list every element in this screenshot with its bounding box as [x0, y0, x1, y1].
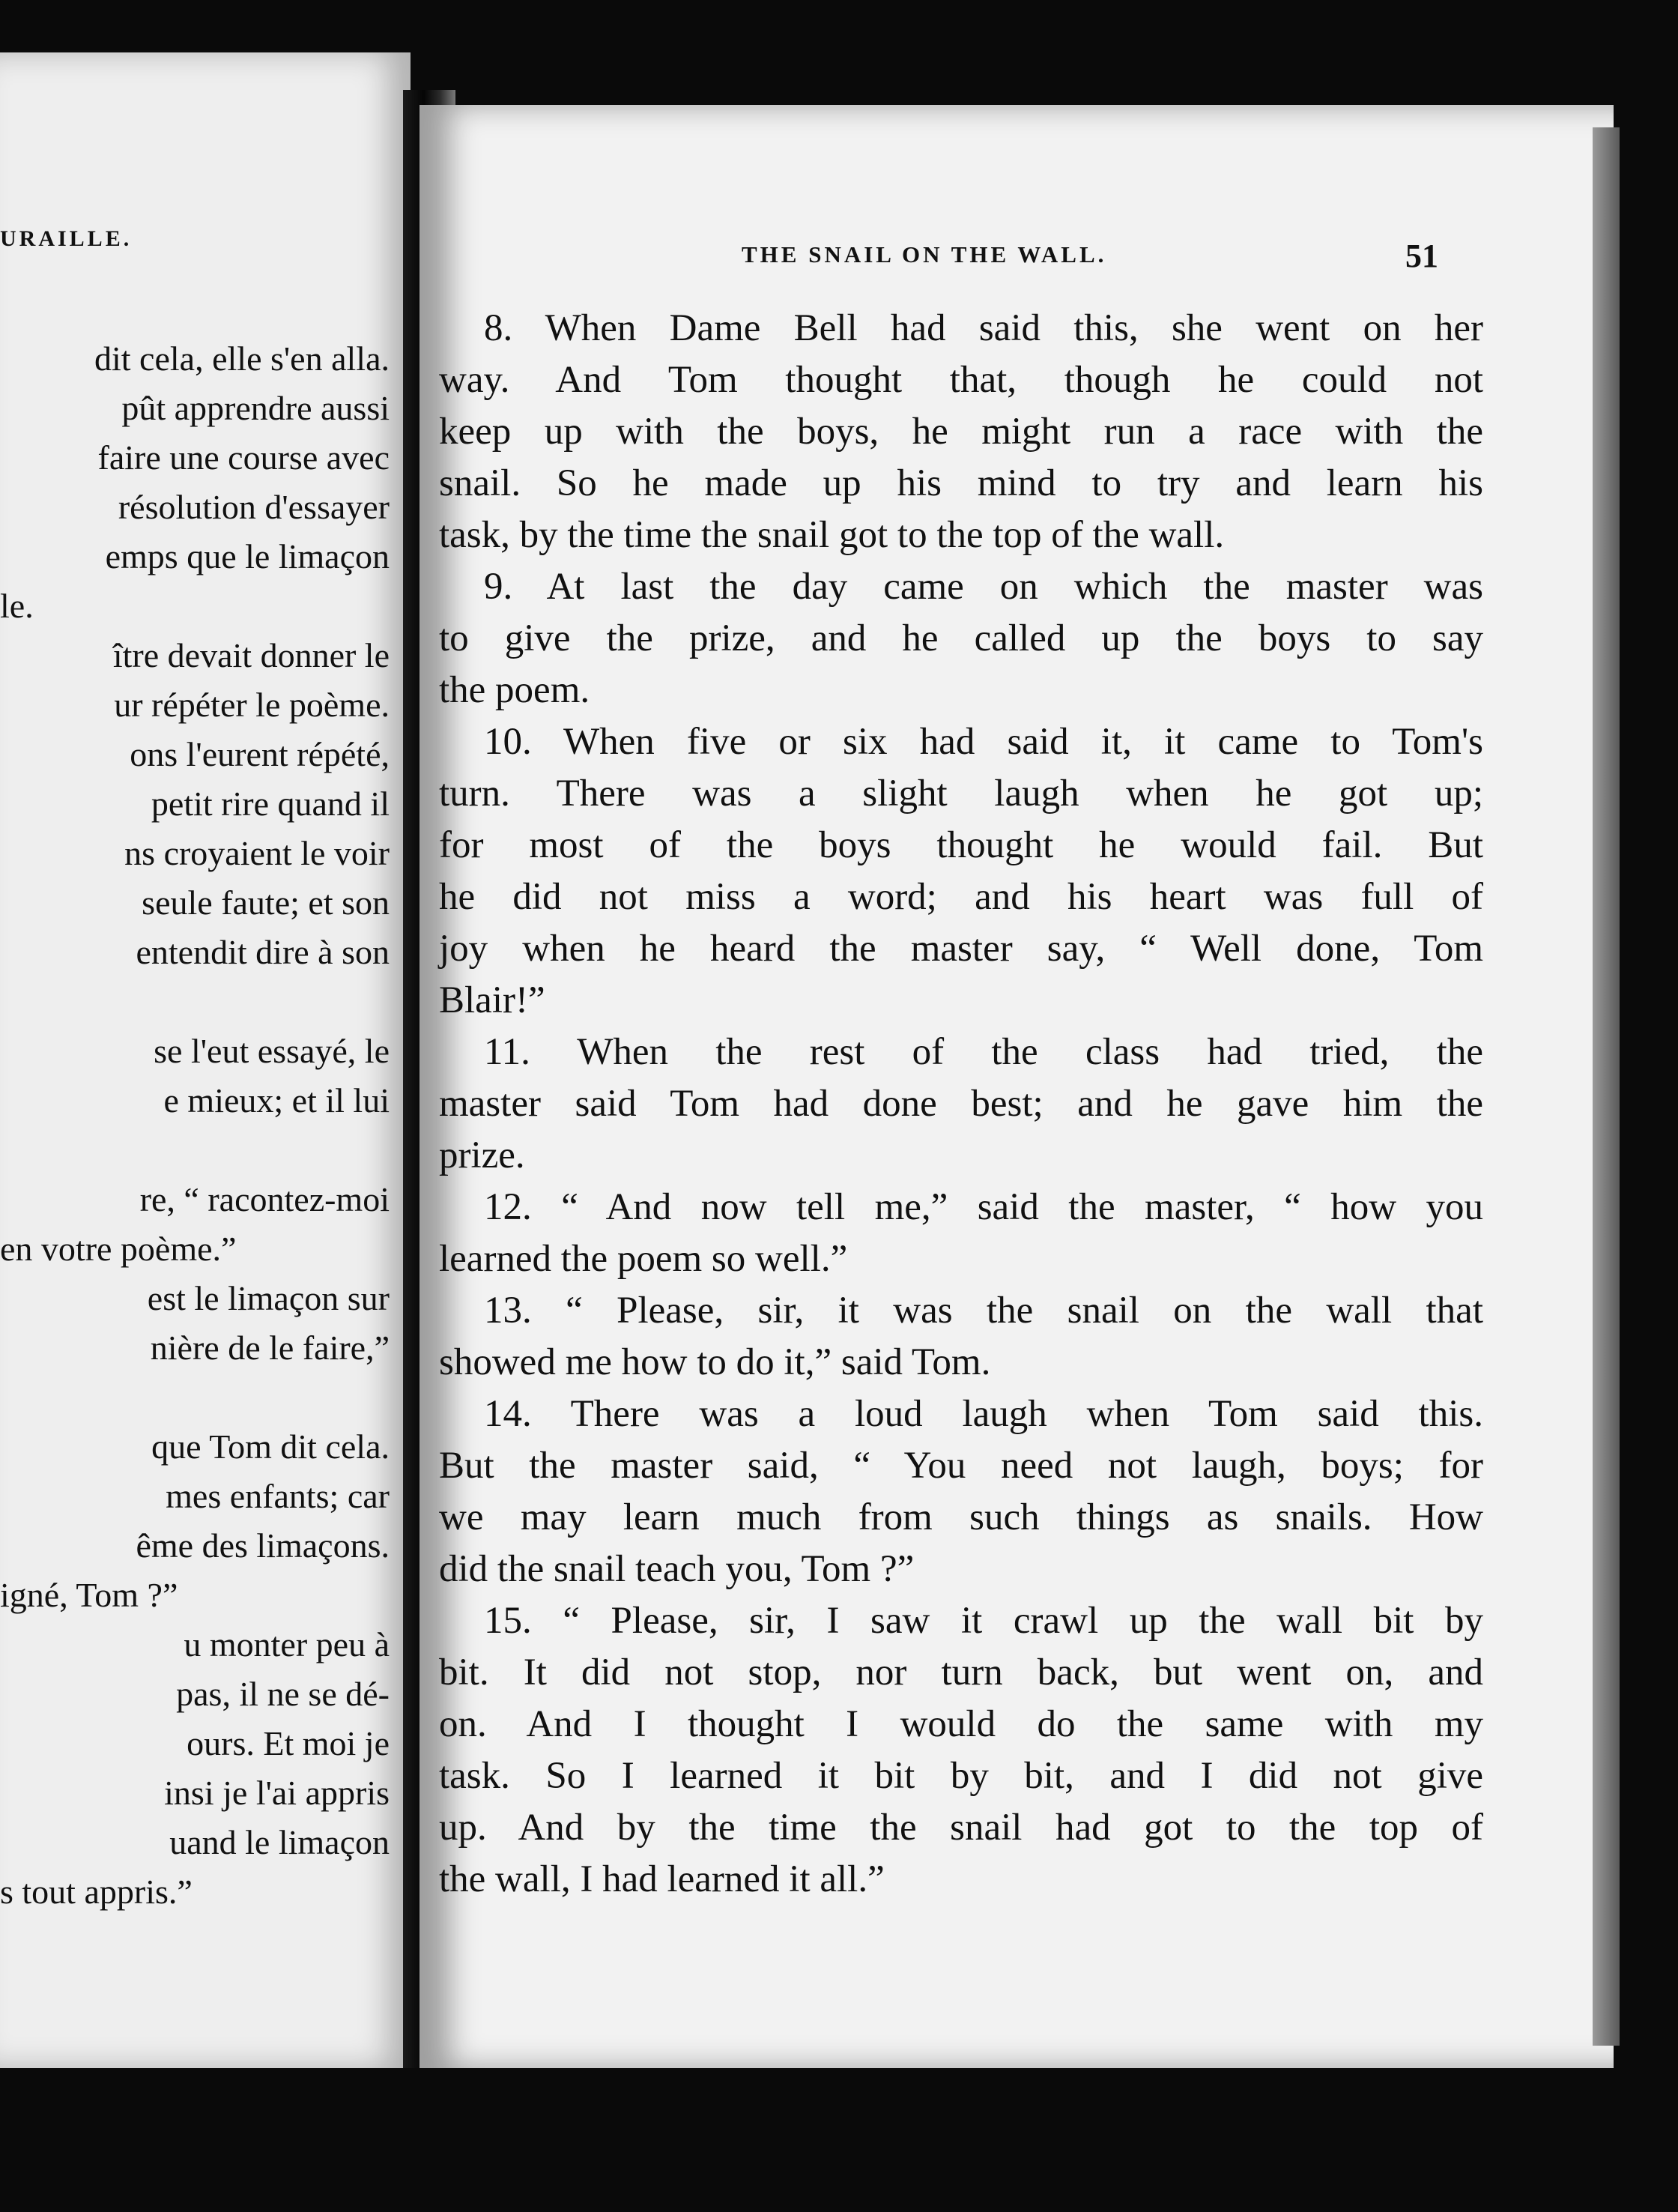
- left-text-line: ur répéter le poème.: [114, 686, 390, 724]
- left-text-line: ons l'eurent répété,: [130, 735, 390, 773]
- text-line: bit. It did not stop, nor turn back, but went on, and: [439, 1652, 1483, 1693]
- text-line: on. And I thought I would do the same with my: [439, 1703, 1483, 1745]
- text-line: did the snail teach you, Tom ?”: [439, 1548, 915, 1590]
- text-line: showed me how to do it,” said Tom.: [439, 1341, 991, 1383]
- text-line: to give the prize, and he called up the boys to say: [439, 617, 1483, 659]
- left-text-line: dit cela, elle s'en alla.: [94, 339, 390, 378]
- text-line: turn. There was a slight laugh when he got up;: [439, 773, 1483, 815]
- left-text-line: entendit dire à son: [136, 933, 390, 971]
- text-line: learned the poem so well.”: [439, 1238, 848, 1280]
- left-text-line: nière de le faire,”: [150, 1329, 390, 1367]
- text-line: task, by the time the snail got to the top of the wall.: [439, 514, 1225, 556]
- text-line: we may learn much from such things as snails. How: [439, 1496, 1483, 1538]
- text-line: But the master said, “ You need not laugh, boys; for: [439, 1445, 1483, 1487]
- left-text-line: est le limaçon sur: [147, 1279, 390, 1317]
- text-line: 9. At last the day came on which the master was: [484, 566, 1483, 608]
- left-text-line: [0, 979, 411, 1028]
- left-text-line: seule faute; et son: [142, 883, 390, 922]
- text-line: task. So I learned it bit by bit, and I did not give: [439, 1755, 1483, 1797]
- left-text-line: [0, 1374, 411, 1424]
- text-line: 8. When Dame Bell had said this, she went on her: [484, 307, 1483, 349]
- left-text-line: le.: [0, 587, 34, 625]
- left-text-line: pas, il ne se dé-: [176, 1675, 390, 1713]
- text-line: way. And Tom thought that, though he could not: [439, 359, 1483, 401]
- left-text-line: u monter peu à: [184, 1625, 390, 1663]
- left-running-head: URAILLE.: [0, 226, 133, 251]
- left-text-line: s tout appris.”: [0, 1873, 193, 1911]
- text-line: keep up with the boys, he might run a race with the: [439, 411, 1483, 453]
- page-edge: [1593, 127, 1620, 2046]
- left-page: [0, 52, 411, 2068]
- left-text-line: re, “ racontez-moi: [139, 1180, 390, 1218]
- text-line: 10. When five or six had said it, it came to Tom's: [484, 721, 1483, 763]
- text-line: for most of the boys thought he would fail. But: [439, 824, 1483, 866]
- text-line: master said Tom had done best; and he gave him the: [439, 1083, 1483, 1125]
- page-number: 51: [1405, 238, 1438, 274]
- text-line: 12. “ And now tell me,” said the master, “ how you: [484, 1186, 1483, 1228]
- left-text-line: ns croyaient le voir: [124, 834, 390, 872]
- text-line: 11. When the rest of the class had tried, the: [484, 1031, 1483, 1073]
- body-text: [420, 303, 1483, 1906]
- left-text-line: [0, 1127, 411, 1176]
- left-text-line: mes enfants; car: [166, 1477, 390, 1515]
- text-line: the wall, I had learned it all.”: [439, 1858, 885, 1900]
- text-line: 15. “ Please, sir, I saw it crawl up the wall bit by: [484, 1600, 1483, 1642]
- left-text-line: pût apprendre aussi: [121, 389, 390, 427]
- left-text-line: emps que le limaçon: [105, 537, 390, 575]
- left-text-line: résolution d'essayer: [118, 488, 390, 526]
- text-line: Blair!”: [439, 979, 545, 1021]
- left-text-line: ître devait donner le: [112, 636, 390, 674]
- left-text-line: que Tom dit cela.: [151, 1427, 390, 1466]
- left-text-line: uand le limaçon: [169, 1823, 390, 1861]
- left-text-line: faire une course avec: [97, 438, 390, 477]
- running-head: THE SNAIL ON THE WALL.: [742, 241, 1107, 268]
- text-line: prize.: [439, 1134, 525, 1176]
- text-line: snail. So he made up his mind to try and learn his: [439, 462, 1483, 504]
- left-page-text: [0, 336, 411, 1918]
- left-text-line: petit rire quand il: [151, 785, 390, 823]
- left-text-line: en votre poème.”: [0, 1230, 237, 1268]
- text-line: 14. There was a loud laugh when Tom said this.: [484, 1393, 1483, 1435]
- text-line: up. And by the time the snail had got to the top of: [439, 1807, 1483, 1849]
- text-line: the poem.: [439, 669, 590, 711]
- text-line: joy when he heard the master say, “ Well done, Tom: [439, 928, 1483, 970]
- left-text-line: insi je l'ai appris: [164, 1774, 390, 1812]
- left-text-line: ours. Et moi je: [187, 1724, 390, 1762]
- left-text-line: igné, Tom ?”: [0, 1576, 178, 1614]
- left-text-line: se l'eut essayé, le: [154, 1032, 390, 1070]
- left-text-line: ême des limaçons.: [136, 1526, 390, 1565]
- left-text-line: e mieux; et il lui: [163, 1081, 390, 1119]
- text-line: he did not miss a word; and his heart was full of: [439, 876, 1483, 918]
- text-line: 13. “ Please, sir, it was the snail on the wall that: [484, 1290, 1483, 1332]
